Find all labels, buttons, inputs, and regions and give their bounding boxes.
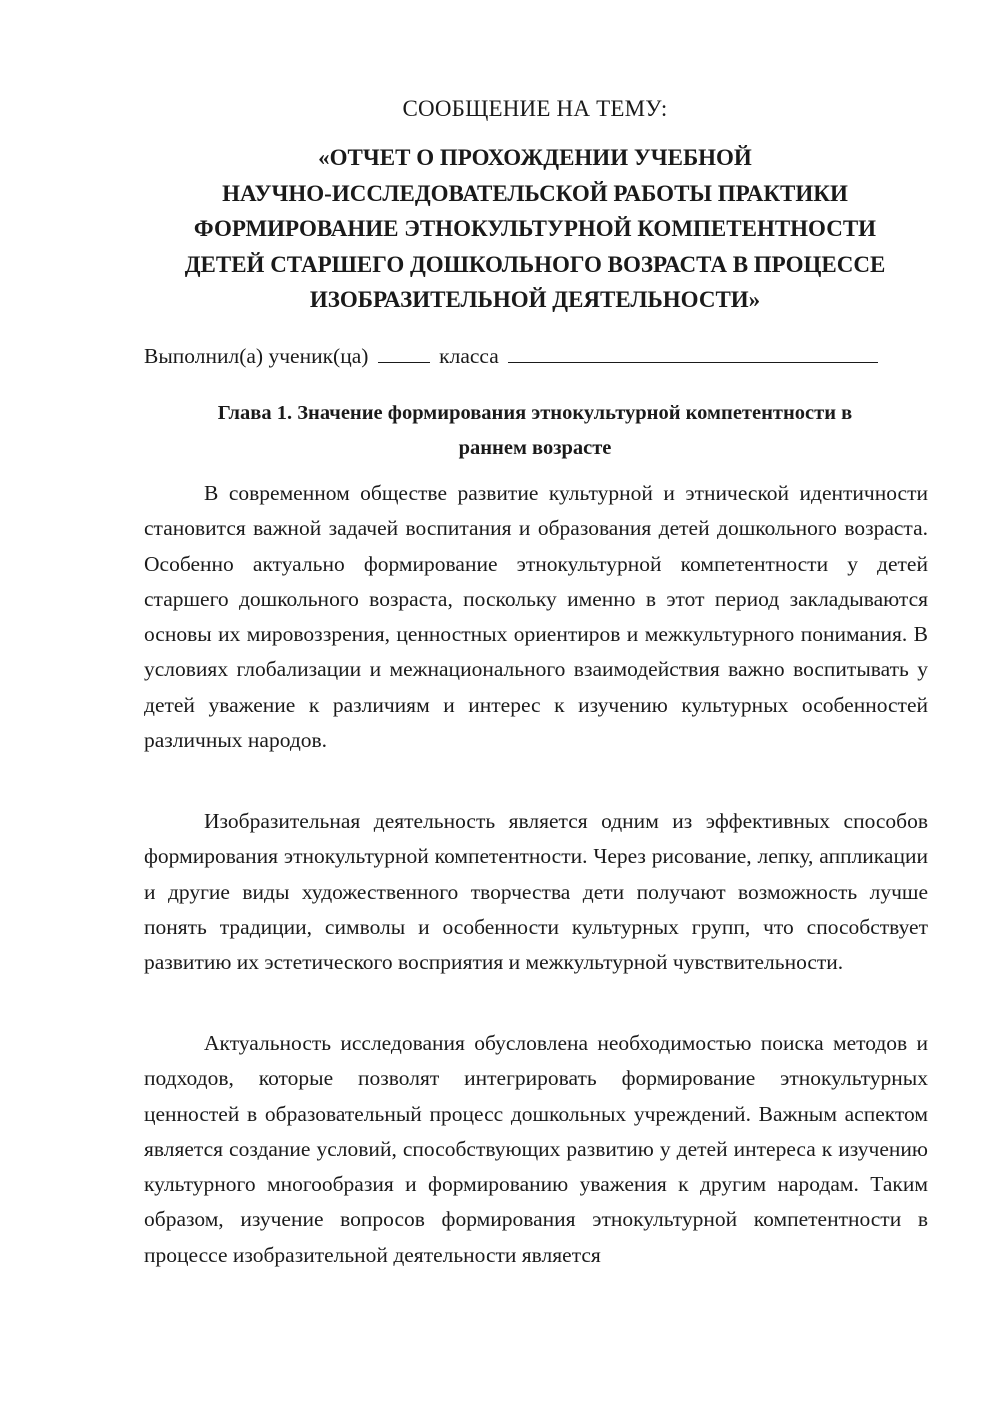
author-line xyxy=(144,340,934,371)
chapter-heading-line: раннем возрасте xyxy=(458,437,612,459)
title-line: ДЕТЕЙ СТАРШЕГО ДОШКОЛЬНОГО ВОЗРАСТА В ПРОЦЕССЕ xyxy=(184,251,886,277)
class-number-blank xyxy=(378,340,430,363)
title-line: НАУЧНО-ИССЛЕДОВАТЕЛЬСКОЙ РАБОТЫ ПРАКТИКИ xyxy=(222,180,848,206)
body-paragraph: В современном обществе развитие культурной и этнической идентичности становится важной задачей воспитания и образования детей дошкольного возраста. Особенно актуально формирование этнокультурной компетентности у детей старшего дошкольного возраста, поскольку именно в этот период закладываются основы их мировоззрения, ценностных ориентиров и межкультурного понимания. В условиях глобализации и межнационального взаимодействия важно воспитывать у детей уважение к различиям и интерес к изучению культурных особенностей различных народов. xyxy=(144,481,928,753)
title-line: ИЗОБРАЗИТЕЛЬНОЙ ДЕЯТЕЛЬНОСТИ» xyxy=(309,287,761,312)
title-line: ФОРМИРОВАНИЕ ЭТНОКУЛЬТУРНОЙ КОМПЕТЕНТНОСТИ xyxy=(193,216,877,241)
chapter-heading xyxy=(140,396,930,466)
author-class-word: класса xyxy=(439,344,499,368)
body-paragraph: Актуальность исследования обусловлена необходимостью поиска методов и подходов, которые позволят интегрировать формирование этнокультурных ценностей в образовательный процесс дошкольных учреждений. Важным аспектом является создание условий, способствующих развитию у детей интереса к изучению культурного многообразия и формированию уважения к другим народам. Таким образом, изучение вопросов формирования этнокультурной компетентности в процессе изобразительной деятельности является xyxy=(144,1031,928,1267)
title-line: «ОТЧЕТ О ПРОХОЖДЕНИИ УЧЕБНОЙ xyxy=(318,145,752,170)
student-name-blank xyxy=(508,340,878,363)
document-title xyxy=(140,140,930,318)
chapter-heading-line: Глава 1. Значение формирования этнокультурной компетентности в xyxy=(217,402,853,424)
author-prefix: Выполнил(а) ученик(ца) xyxy=(144,344,369,368)
pre-title: СООБЩЕНИЕ НА ТЕМУ: xyxy=(402,96,668,121)
body-paragraph: Изобразительная деятельность является одним из эффективных способов формирования этнокультурной компетентности. Через рисование, лепку, аппликации и другие виды художественного творчества дети получают возможность лучше понять традиции, символы и особенности культурных групп, что способствует развитию их эстетического восприятия и межкультурной чувствительности. xyxy=(144,809,928,975)
